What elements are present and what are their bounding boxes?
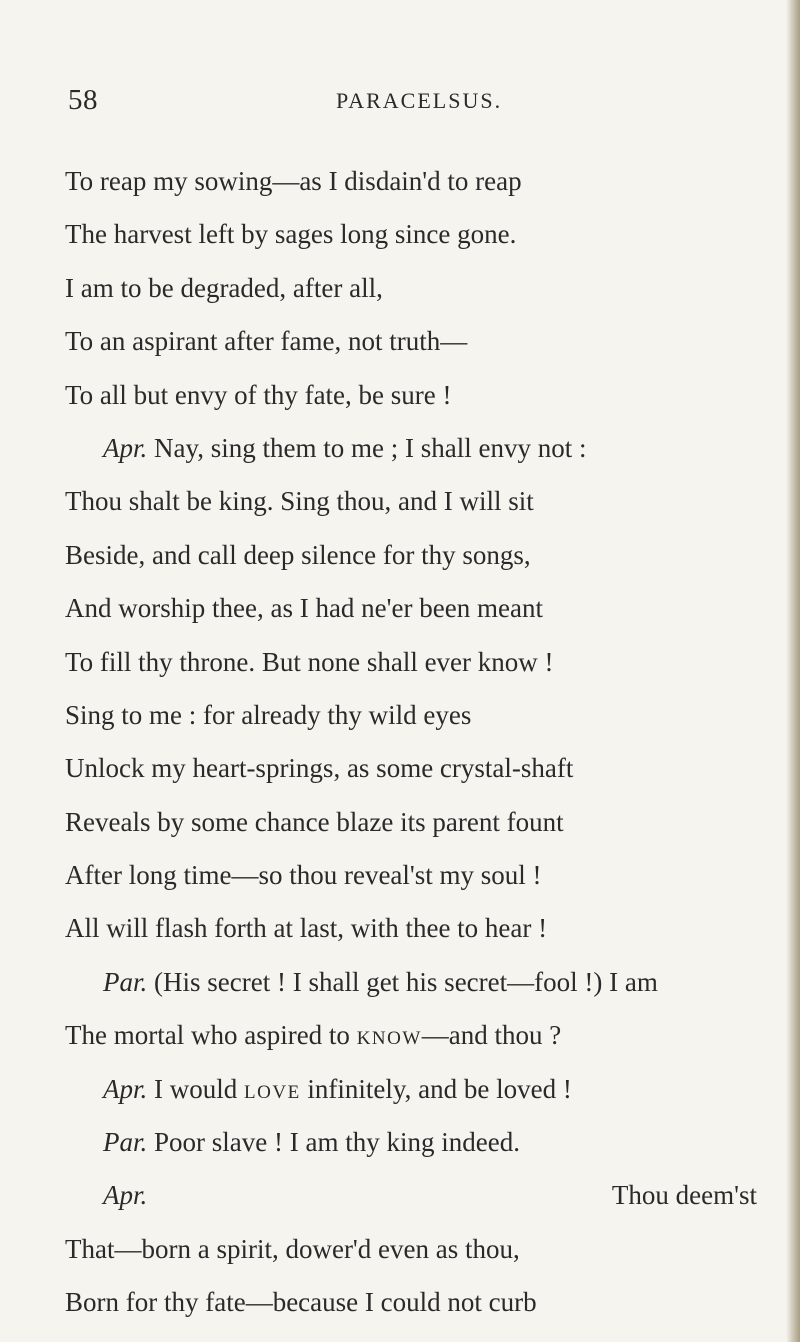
small-caps-word: KNOW (356, 1028, 422, 1050)
verse-text: Thou deem'st (611, 1180, 757, 1211)
verse-text: —and thou ? (421, 1020, 562, 1051)
verse-line: Born for thy fate—because I could not curb (65, 1287, 537, 1318)
running-head: PARACELSUS. (336, 88, 503, 113)
speaker-label: Apr. (103, 1180, 148, 1211)
verse-line (65, 1169, 785, 1222)
verse-line (65, 956, 785, 1009)
verse-line: Reveals by some chance blaze its parent fount (65, 806, 564, 837)
verse-line: To fill thy throne. But none shall ever know ! (65, 646, 554, 677)
verse-line: Beside, and call deep silence for thy songs, (65, 539, 531, 570)
verse-line: After long time—so thou reveal'st my soul ! (65, 860, 542, 891)
verse-line (65, 1009, 785, 1062)
verse-line: Unlock my heart-springs, as some crystal-shaft (65, 753, 574, 784)
verse-line: To all but envy of thy fate, be sure ! (65, 379, 452, 410)
verse-line: Sing to me : for already thy wild eyes (65, 699, 472, 730)
verse-line: To an aspirant after fame, not truth— (65, 326, 468, 357)
verse-text: Poor slave ! I am thy king indeed. (147, 1127, 520, 1158)
speaker-label: Par. (103, 1127, 148, 1158)
verse-line: The harvest left by sages long since gone. (65, 219, 517, 250)
verse-text: Nay, sing them to me ; I shall envy not : (147, 432, 587, 463)
speaker-label: Par. (103, 966, 148, 997)
verse-line (65, 422, 785, 475)
verse-line (65, 1063, 785, 1116)
verse-line: All will flash forth at last, with thee to hear ! (65, 913, 548, 944)
verse-text: I would (147, 1073, 245, 1104)
verse-text: infinitely, and be loved ! (300, 1073, 572, 1104)
verse-line (65, 1116, 785, 1169)
verse-line: To reap my sowing—as I disdain'd to reap (65, 166, 522, 196)
speaker-label: Apr. (103, 1073, 148, 1104)
small-caps-word: LOVE (244, 1081, 301, 1103)
verse-text: The mortal who aspired to (65, 1020, 357, 1051)
verse-text: (His secret ! I shall get his secret—fool !) I am (147, 966, 658, 997)
page-number: 58 (68, 84, 98, 116)
verse-line: And worship thee, as I had ne'er been meant (65, 593, 543, 624)
verse-line: Thou shalt be king. Sing thou, and I will sit (65, 486, 534, 517)
verse-line: That—born a spirit, dower'd even as thou, (65, 1233, 520, 1264)
poem-body (65, 155, 785, 1330)
verse-line: I am to be degraded, after all, (65, 272, 383, 303)
speaker-label: Apr. (103, 432, 148, 463)
page-edge-shadow (786, 0, 800, 1342)
